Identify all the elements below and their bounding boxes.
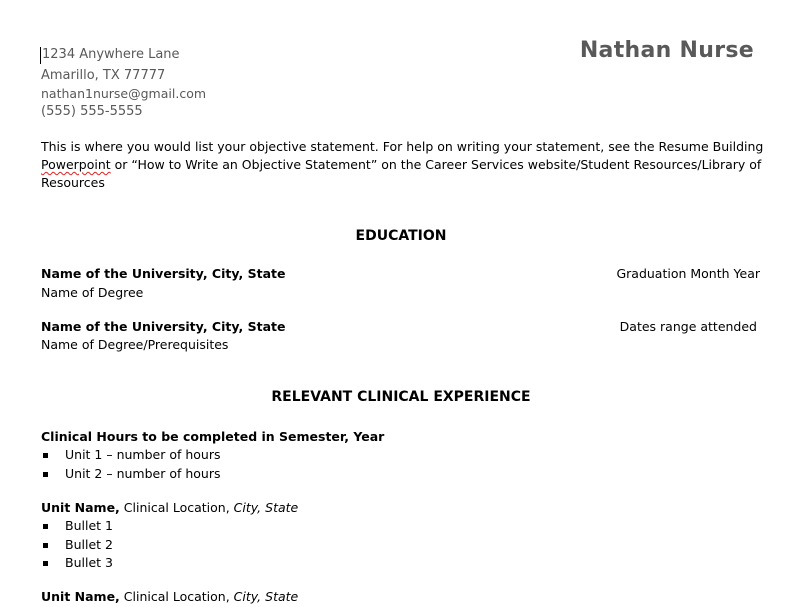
education-degree-2[interactable]: Name of Degree/Prerequisites: [41, 337, 229, 352]
experience-heading[interactable]: RELEVANT CLINICAL EXPERIENCE: [271, 389, 531, 405]
phone-text[interactable]: (555) 555-5555: [41, 104, 143, 119]
bullet-icon: [43, 543, 48, 548]
bullet-text: Unit 1 – number of hours: [65, 447, 221, 462]
education-heading[interactable]: EDUCATION: [355, 228, 447, 244]
clinical-location: Clinical Location,: [119, 500, 234, 515]
education-date-2[interactable]: Dates range attended: [619, 319, 757, 334]
address-line-2[interactable]: Amarillo, TX 77777: [41, 68, 166, 83]
unit-name: Unit Name,: [41, 589, 120, 604]
clinical-hours-title[interactable]: Clinical Hours to be completed in Semester, Year: [41, 429, 385, 444]
objective-text-1: This is where you would list your objective statement. For help on writing your statement, see the Resume Building: [41, 139, 764, 154]
bullet-icon: [43, 472, 48, 477]
text-cursor: [40, 47, 41, 64]
email-text[interactable]: nathan1nurse@gmail.com: [41, 86, 207, 101]
address-line-1[interactable]: 1234 Anywhere Lane: [42, 47, 180, 62]
bullet-text: Bullet 2: [65, 537, 113, 552]
unit-line-2[interactable]: [41, 589, 298, 604]
city-state: City, State: [233, 589, 299, 604]
unit-name: Unit Name,: [41, 500, 120, 515]
objective-text-2: or “How to Write an Objective Statement” on the Career Services website/Student Resources/Library of Resources: [41, 157, 762, 190]
bullet-text: Bullet 3: [65, 555, 113, 570]
bullet-text: Bullet 1: [65, 518, 113, 533]
bullet-icon: [43, 524, 48, 529]
education-school-2[interactable]: Name of the University, City, State: [41, 319, 286, 334]
bullet-icon: [43, 453, 48, 458]
city-state: City, State: [233, 500, 299, 515]
bullet-text: Unit 2 – number of hours: [65, 466, 221, 481]
education-school-1[interactable]: Name of the University, City, State: [41, 266, 286, 281]
education-date-1[interactable]: Graduation Month Year: [616, 266, 760, 281]
unit-line-1[interactable]: [41, 500, 298, 515]
bullet-icon: [43, 561, 48, 566]
objective-paragraph[interactable]: [41, 138, 771, 192]
education-degree-1[interactable]: Name of Degree: [41, 285, 144, 300]
clinical-location: Clinical Location,: [119, 589, 234, 604]
candidate-name[interactable]: Nathan Nurse: [579, 38, 754, 63]
spell-error-word[interactable]: Powerpoint: [41, 157, 111, 172]
